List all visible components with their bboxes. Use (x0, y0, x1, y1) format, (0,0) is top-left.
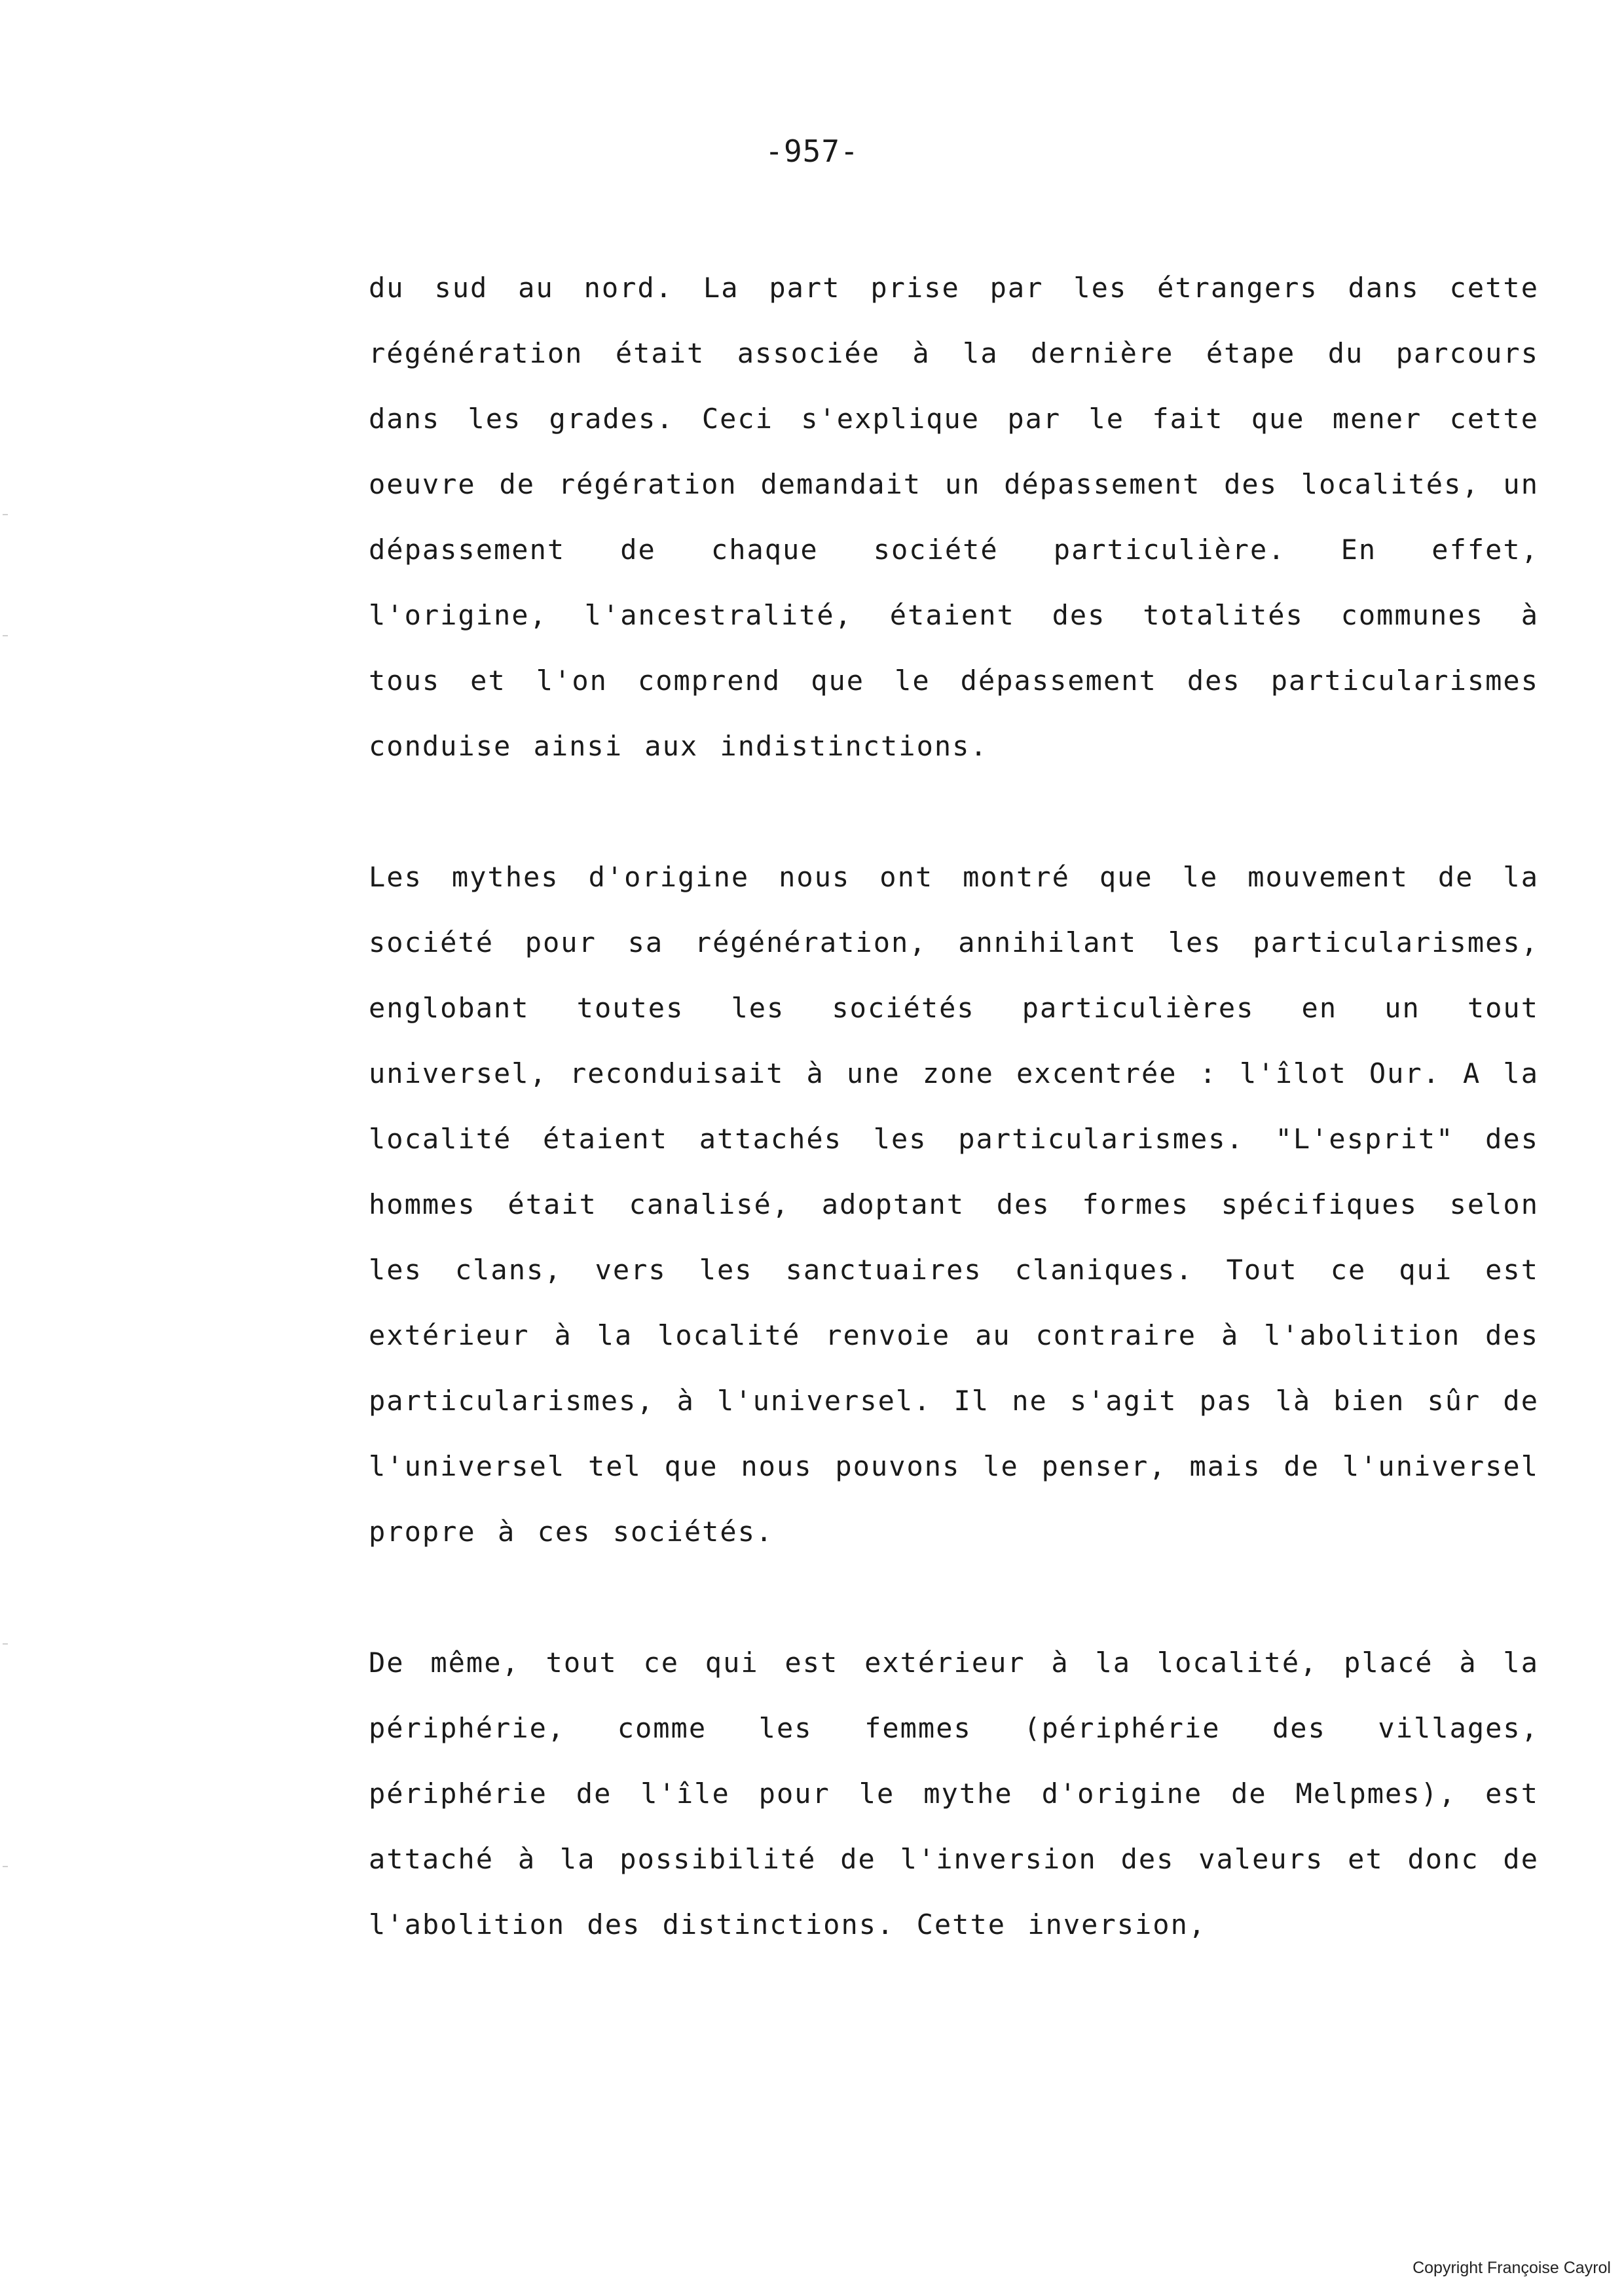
copyright-notice: Copyright Françoise Cayrol (1412, 2259, 1611, 2277)
paragraph-1: du sud au nord. La part prise par les étrangers dans cette régénération était associée à la dernière étape du parcours dans les grades. Ceci s'explique par le fait que mener cette oeuvre de régération demandait un dépassement des localités, un dépassement de chaque société particulière. En effet, l'origine, l'ancestralité, étaient des totalités communes à tous et l'on comprend que le dépassement des particularismes conduise ainsi aux indistinctions. (369, 272, 1539, 762)
scan-margin-mark (3, 514, 8, 515)
scan-margin-mark (3, 1643, 8, 1645)
page-number: -957- (765, 134, 859, 169)
paragraph-2: Les mythes d'origine nous ont montré que le mouvement de la société pour sa régénération, annihilant les particularismes, englobant toutes les sociétés particulières en un tout universel, reconduisait à une zone excentrée : l'îlot Our. A la localité étaient attachés les particularismes. "L'esprit" des hommes était canalisé, adoptant des formes spécifiques selon les clans, vers les sanctuaires claniques. Tout ce qui est extérieur à la localité renvoie au contraire à l'abolition des particularismes, à l'universel. Il ne s'agit pas là bien sûr de l'universel tel que nous pouvons le penser, mais de l'universel propre à ces sociétés. (369, 861, 1539, 1548)
body-text (369, 255, 1539, 1958)
scan-margin-mark (3, 1866, 8, 1867)
paragraph-3: De même, tout ce qui est extérieur à la localité, placé à la périphérie, comme les femmes (périphérie des villages, périphérie de l'île pour le mythe d'origine de Melpmes), est attaché à la possibilité de l'inversion des valeurs et donc de l'abolition des distinctions. Cette inversion, (369, 1647, 1539, 1941)
scan-margin-mark (3, 635, 8, 636)
